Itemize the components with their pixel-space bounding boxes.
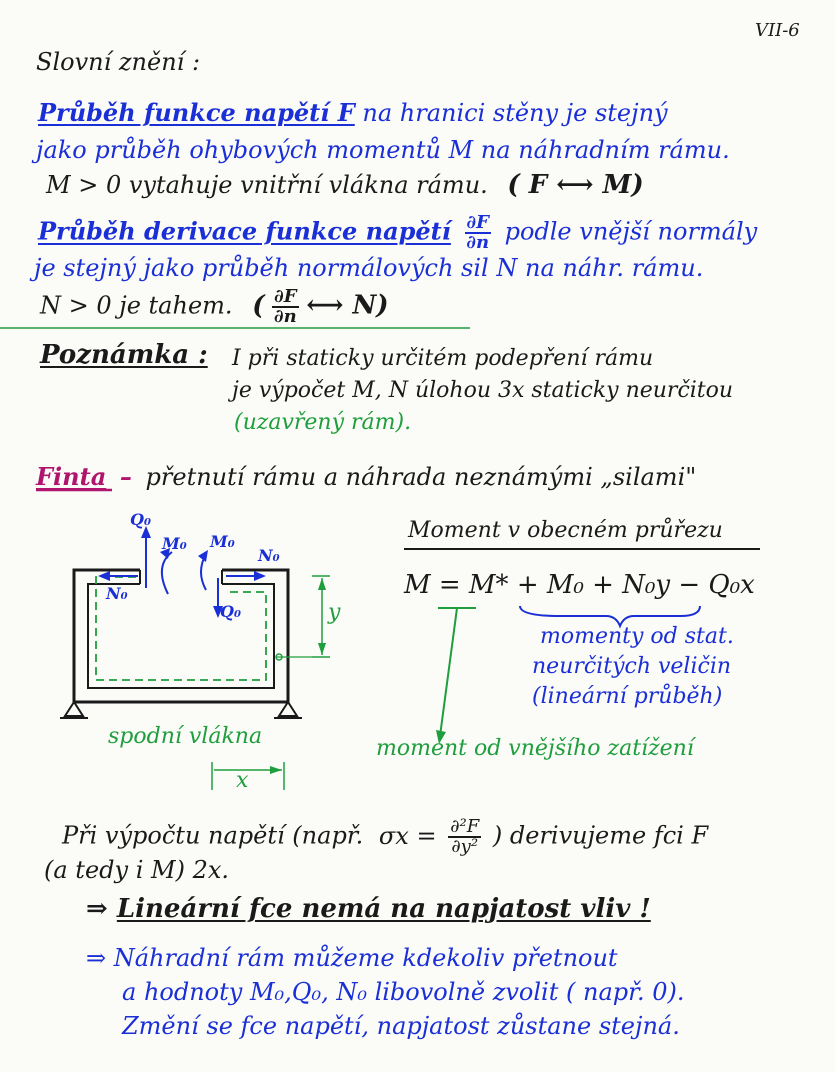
relation-f-m: ( F ⟷ M) (507, 170, 644, 200)
conclusion-1 (86, 894, 651, 924)
derivative-numerator: ∂F (466, 212, 489, 233)
relation-close: ⟷ N) (306, 290, 389, 321)
relation-open: ( (252, 290, 265, 321)
conclusion-1-text: Lineární fce nemá na napjatost vliv ! (116, 894, 651, 924)
label-q0-up: Q₀ (130, 510, 151, 529)
note-line-3: (uzavřený rám). (234, 410, 412, 435)
label-m0-right: M₀ (210, 532, 235, 551)
label-m0-left: M₀ (162, 534, 187, 553)
label-q0-down: Q₀ (220, 602, 241, 621)
conclusion-2-line-1 (86, 944, 618, 972)
brace-line-3: (lineární průběh) (532, 684, 723, 709)
support-right (279, 702, 297, 716)
conclusion-2-line-2: a hodnoty M₀,Q₀, N₀ libovolně zvolit ( např. 0). (122, 978, 685, 1006)
paragraph-2-line-1-rest: podle vnější normály (504, 217, 758, 246)
second-derivative-denominator: ∂y² (451, 836, 479, 857)
paragraph-1-line-2: jako průběh ohybových momentů M na náhradním rámu. (36, 136, 730, 164)
relation-denominator: ∂n (273, 306, 297, 327)
label-x: x (236, 768, 249, 793)
second-derivative-numerator: ∂²F (450, 816, 480, 837)
second-derivative (448, 818, 481, 856)
finta-label: Finta (36, 462, 107, 491)
paragraph-1-line-3-text: M > 0 vytahuje vnitřní vlákna rámu. (46, 171, 488, 199)
paragraph-2-bold: Průběh derivace funkce napětí (38, 216, 451, 246)
brace-line-1: momenty od stat. (540, 624, 734, 649)
derivative-denominator: ∂n (466, 232, 490, 253)
note-label: Poznámka : (40, 340, 208, 370)
sigma-x: σx = (378, 821, 437, 850)
paragraph-2-line-3-text: N > 0 je tahem. (40, 291, 233, 320)
paragraph-2-line-2: je stejný jako průběh normálových sil N na náhr. rámu. (34, 254, 704, 282)
moment-equation: M = M* + M₀ + N₀y − Q₀x (404, 570, 755, 600)
conclusion-1-arrow: ⇒ (86, 894, 108, 924)
external-moment-label: moment od vnějšího zatížení (376, 736, 694, 761)
label-y: y (328, 600, 341, 625)
finta-dash: – (119, 462, 132, 491)
section-heading: Slovní znění : (36, 48, 201, 76)
brace (520, 606, 700, 626)
page-number: VII-6 (755, 20, 800, 41)
moment-title: Moment v obecném průřezu (408, 518, 723, 543)
label-n0-right: N₀ (258, 546, 280, 565)
conclusion-2-line-3: Změní se fce napětí, napjatost zůstane stejná. (122, 1012, 680, 1040)
conclusion-2-arrow: ⇒ (86, 944, 107, 972)
calc-text-a: Při výpočtu napětí (např. (62, 821, 364, 850)
label-n0-left: N₀ (106, 584, 128, 603)
paragraph-1-bold: Průběh funkce napětí F (38, 98, 355, 127)
paragraph-1-line-1-rest: na hranici stěny je stejný (354, 99, 668, 127)
relation-numerator: ∂F (274, 286, 297, 307)
note-line-2: je výpočet M, N úlohou 3x staticky neurčitou (232, 378, 734, 403)
calc-text-b: ) derivujeme fci F (492, 821, 709, 850)
label-bottom-fibers: spodní vlákna (108, 724, 263, 749)
conclusion-2-text-1: Náhradní rám můžeme kdekoliv přetnout (113, 944, 618, 972)
support-left (65, 702, 83, 716)
finta-text: přetnutí rámu a náhrada neznámými „silami" (145, 463, 697, 491)
note-line-1: I při staticky určitém podepření rámu (232, 346, 654, 371)
calc-line-1 (62, 818, 708, 856)
calc-line-2: (a tedy i M) 2x. (44, 856, 230, 884)
brace-line-2: neurčitých veličin (532, 654, 732, 679)
